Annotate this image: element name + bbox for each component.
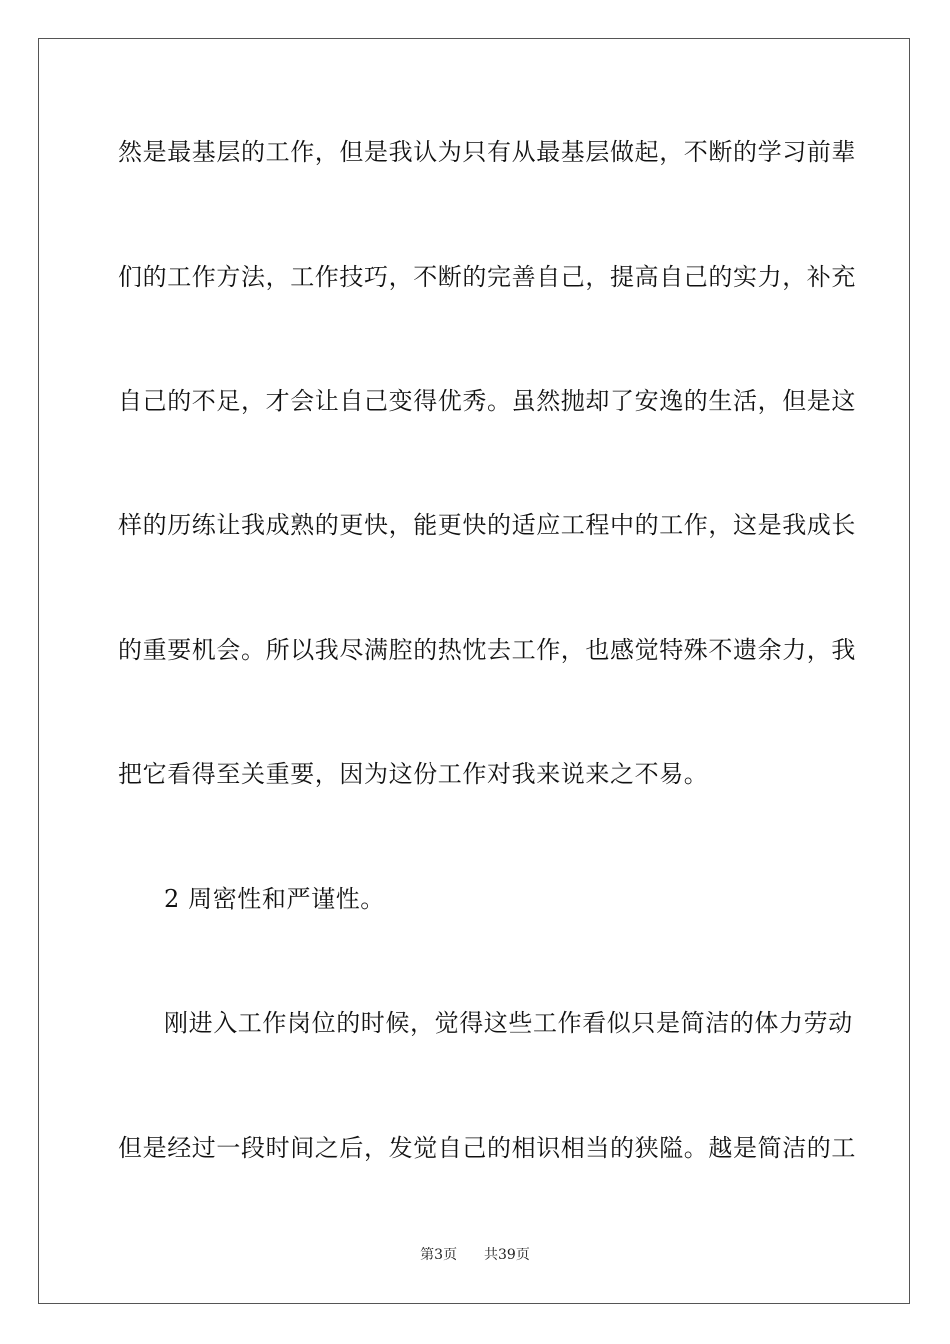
paragraph-line-8: 但是经过一段时间之后，发觉自己的相识相当的狭隘。越是简洁的工 <box>118 1134 856 1162</box>
paragraph-line-4: 样的历练让我成熟的更快，能更快的适应工程中的工作，这是我成长 <box>118 511 856 539</box>
paragraph-line-3: 自己的不足，才会让自己变得优秀。虽然抛却了安逸的生活，但是这 <box>118 387 856 415</box>
section-heading: 2 周密性和严谨性。 <box>164 885 385 913</box>
paragraph-line-5: 的重要机会。所以我尽满腔的热忱去工作，也感觉特殊不遗余力，我 <box>118 636 856 664</box>
paragraph-line-7: 刚进入工作岗位的时候，觉得这些工作看似只是简洁的体力劳动 <box>164 1009 853 1037</box>
total-pages: 共39页 <box>484 1247 530 1263</box>
page-number: 第3页 <box>420 1247 458 1263</box>
paragraph-line-6: 把它看得至关重要，因为这份工作对我来说来之不易。 <box>118 760 709 788</box>
page-footer <box>0 1246 950 1264</box>
paragraph-line-2: 们的工作方法，工作技巧，不断的完善自己，提高自己的实力，补充 <box>118 263 856 291</box>
paragraph-line-1: 然是最基层的工作，但是我认为只有从最基层做起，不断的学习前辈 <box>118 138 856 166</box>
page-border <box>38 38 910 1304</box>
